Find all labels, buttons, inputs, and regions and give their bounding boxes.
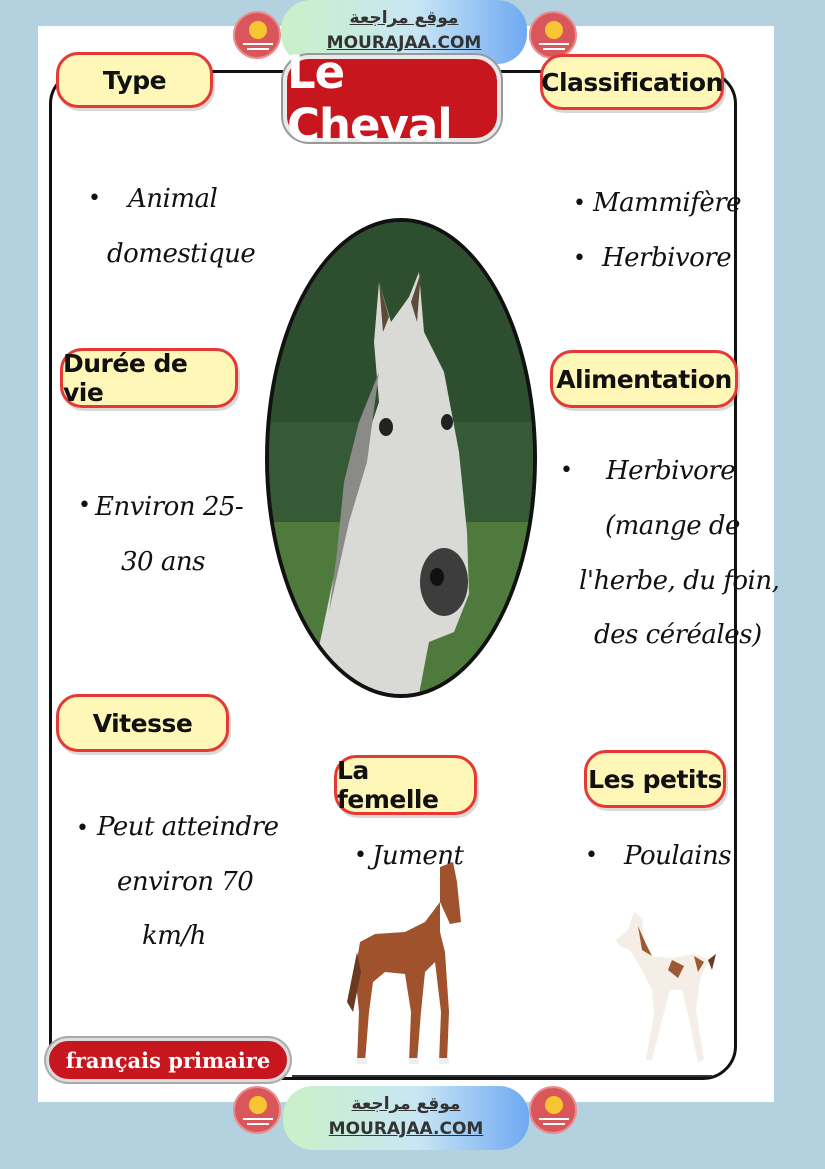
site-logo-icon (529, 11, 577, 59)
diet-line-2: (mange de (605, 511, 740, 541)
speed-line-1: Peut atteindre (97, 812, 279, 842)
banner-site-name[interactable]: MOURAJAA.COM (326, 33, 482, 53)
diet-label: Alimentation (550, 350, 738, 408)
lifespan-label: Durée de vie (60, 348, 238, 408)
site-logo-icon (233, 1086, 281, 1134)
banner-arabic-text: موقع مراجعة (351, 1094, 461, 1114)
banner-site-name[interactable]: MOURAJAA.COM (328, 1119, 484, 1139)
speed-line-3: km/h (142, 921, 206, 951)
type-line-1: Animal (128, 184, 218, 214)
bullet-icon: • (573, 191, 586, 216)
classification-item-2: Herbivore (602, 243, 732, 273)
site-banner-bottom[interactable] (283, 1086, 529, 1150)
classification-item-1: Mammifère (593, 188, 742, 218)
bullet-icon: • (573, 246, 586, 271)
female-label: La femelle (334, 755, 477, 815)
horse-head-illustration (269, 222, 533, 694)
diet-line-4: des céréales) (594, 620, 762, 650)
young-label: Les petits (584, 750, 726, 808)
type-line-2: domestique (107, 239, 256, 269)
speed-line-2: environ 70 (117, 867, 254, 897)
banner-arabic-text: موقع مراجعة (349, 8, 459, 28)
page-title: Le Cheval (283, 55, 501, 142)
horse-head-photo (265, 218, 537, 698)
bullet-icon: • (78, 493, 91, 518)
footer-level-label: français primaire (46, 1038, 290, 1082)
mare-illustration (345, 862, 470, 1072)
female-item: Jument (372, 841, 464, 871)
foal-illustration (612, 910, 717, 1070)
type-label: Type (56, 52, 213, 108)
classification-label: Classification (540, 54, 724, 110)
footer-divider (292, 1075, 712, 1077)
site-logo-icon (529, 1086, 577, 1134)
lifespan-line-1: Environ 25- (95, 492, 244, 522)
site-logo-icon (233, 11, 281, 59)
diet-line-3: l'herbe, du foin, (579, 566, 780, 596)
bullet-icon: • (585, 843, 598, 868)
bullet-icon: • (88, 186, 101, 211)
bullet-icon: • (76, 816, 89, 841)
bullet-icon: • (560, 458, 573, 483)
young-item: Poulains (624, 841, 732, 871)
bullet-icon: • (354, 843, 367, 868)
speed-label: Vitesse (56, 694, 229, 752)
diet-line-1: Herbivore (606, 456, 736, 486)
lifespan-line-2: 30 ans (121, 547, 205, 577)
